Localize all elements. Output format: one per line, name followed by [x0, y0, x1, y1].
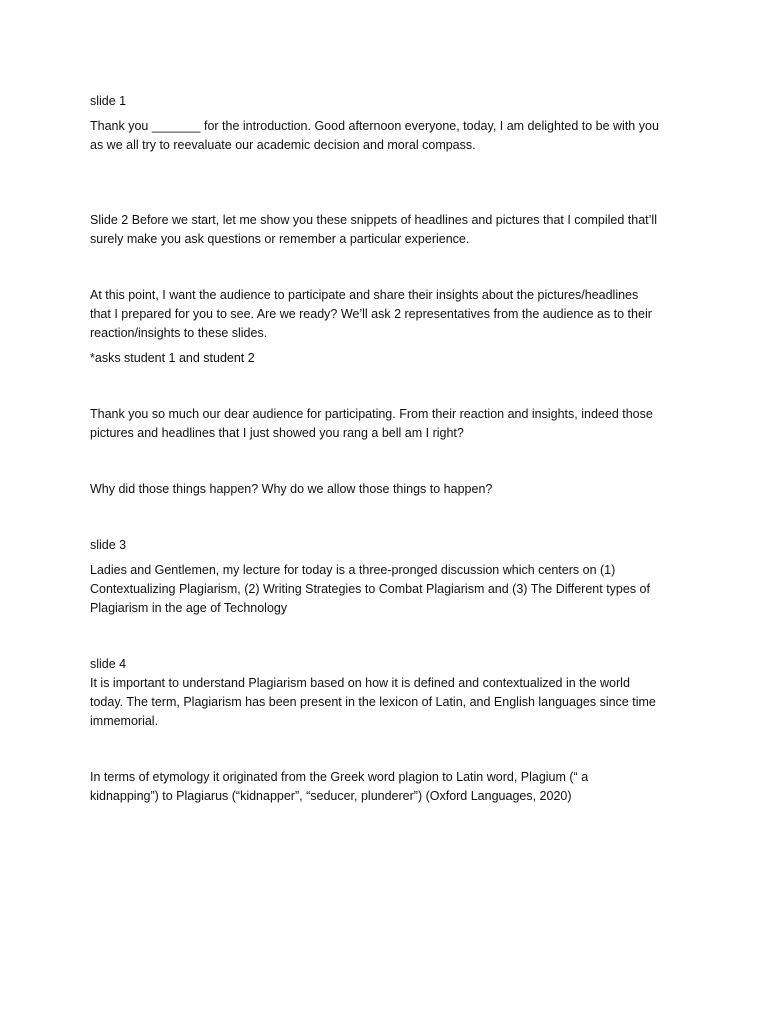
document-body: [90, 92, 690, 806]
etymology-paragraph: In terms of etymology it originated from the Greek word plagion to Latin word, Plagium (“ a kidnapping”) to Plagiarus (“kidnapper”, “seducer, plunderer”) (Oxford Languages, 2020): [90, 770, 589, 803]
lecture-overview-paragraph: Ladies and Gentlemen, my lecture for today is a three-pronged discussion which centers on (1) Contextualizing Plagiarism, (2) Writing Strategies to Combat Plagiarism and (3) The Different types of Plagiarism in the age of Technology: [90, 563, 650, 615]
thanks-paragraph: Thank you so much our dear audience for participating. From their reaction and insights, indeed those pictures and headlines that I just showed you rang a bell am I right?: [90, 407, 653, 440]
slide-3-label: slide 3: [90, 538, 127, 552]
why-question: Why did those things happen? Why do we allow those things to happen?: [90, 482, 493, 496]
asks-students-note: *asks student 1 and student 2: [90, 351, 255, 365]
participation-paragraph: At this point, I want the audience to participate and share their insights about the pictures/headlines that I prepared for you to see. Are we ready? We’ll ask 2 representatives from the audience as to their reaction/insights to these slides.: [90, 288, 652, 340]
slide-1-label: slide 1: [90, 94, 127, 108]
slide-2-paragraph: Slide 2 Before we start, let me show you these snippets of headlines and pictures that I compiled that’ll surely make you ask questions or remember a particular experience.: [90, 213, 657, 246]
slide-4-paragraph: slide 4 It is important to understand Plagiarism based on how it is defined and contextualized in the world today. The term, Plagiarism has been present in the lexicon of Latin, and English languages since time immemorial.: [90, 657, 656, 728]
intro-paragraph: Thank you _______ for the introduction. Good afternoon everyone, today, I am delighted to be with you as we all try to reevaluate our academic decision and moral compass.: [90, 119, 659, 152]
